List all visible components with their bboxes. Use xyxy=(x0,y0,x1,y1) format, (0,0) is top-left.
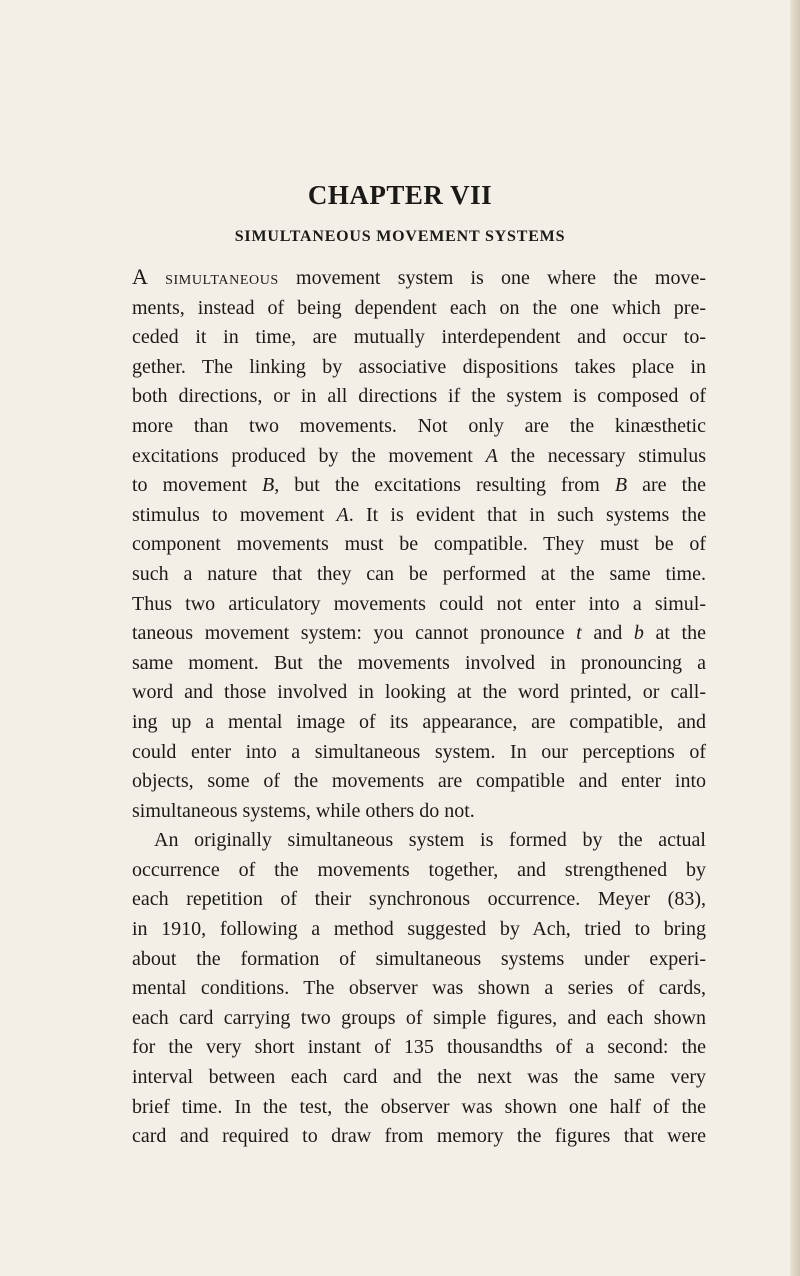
text-line: Thus two articulatory movements could not enter into a simul- xyxy=(132,592,706,615)
text-line: occurrence of the movements together, and strengthened by xyxy=(132,858,706,881)
text-line: objects, some of the movements are compatible and enter into xyxy=(132,770,706,793)
chapter-title: CHAPTER VII xyxy=(307,180,493,210)
body-text xyxy=(132,262,706,1152)
text-line: stimulus to movement A. It is evident that in such systems the xyxy=(132,503,706,526)
text-line: An originally simultaneous system is formed by the actual xyxy=(154,829,706,852)
text-line: taneous movement system: you cannot pronounce t and b at the xyxy=(132,622,706,645)
text-line: each repetition of their synchronous occurrence. Meyer (83), xyxy=(132,888,706,911)
text-line: interval between each card and the next was the same very xyxy=(132,1066,706,1089)
text-line: for the very short instant of 135 thousandths of a second: the xyxy=(132,1036,706,1059)
text-line: gether. The linking by associative dispositions takes place in xyxy=(132,355,706,378)
text-line: component movements must be compatible. They must be of xyxy=(132,533,706,556)
text-line: ing up a mental image of its appearance, are compatible, and xyxy=(132,710,706,733)
text-line: to movement B, but the excitations resulting from B are the xyxy=(132,474,707,497)
text-line: A simultaneous movement system is one where the move- xyxy=(132,264,706,289)
text-line: each card carrying two groups of simple figures, and each shown xyxy=(132,1006,706,1029)
text-line: same moment. But the movements involved in pronouncing a xyxy=(132,651,706,674)
text-line: excitations produced by the movement A the necessary stimulus xyxy=(132,444,706,467)
text-line: both directions, or in all directions if the system is composed of xyxy=(132,385,706,408)
text-line: brief time. In the test, the observer was shown one half of the xyxy=(132,1095,706,1118)
text-line: ments, instead of being dependent each on the one which pre- xyxy=(132,296,706,319)
text-line: word and those involved in looking at the word printed, or call- xyxy=(132,681,706,704)
text-line: simultaneous systems, while others do not. xyxy=(132,799,475,822)
text-line: such a nature that they can be performed at the same time. xyxy=(132,562,706,585)
text-line: mental conditions. The observer was shown a series of cards, xyxy=(132,977,706,1000)
section-title: SIMULTANEOUS MOVEMENT SYSTEMS xyxy=(234,228,566,245)
text-line: in 1910, following a method suggested by Ach, tried to bring xyxy=(132,918,706,941)
text-line: card and required to draw from memory the figures that were xyxy=(132,1125,706,1148)
text-line: about the formation of simultaneous systems under experi- xyxy=(132,947,706,970)
text-line: could enter into a simultaneous system. In our perceptions of xyxy=(132,740,706,763)
text-line: more than two movements. Not only are the kinæsthetic xyxy=(132,414,706,437)
text-line: ceded it in time, are mutually interdependent and occur to- xyxy=(132,326,706,349)
